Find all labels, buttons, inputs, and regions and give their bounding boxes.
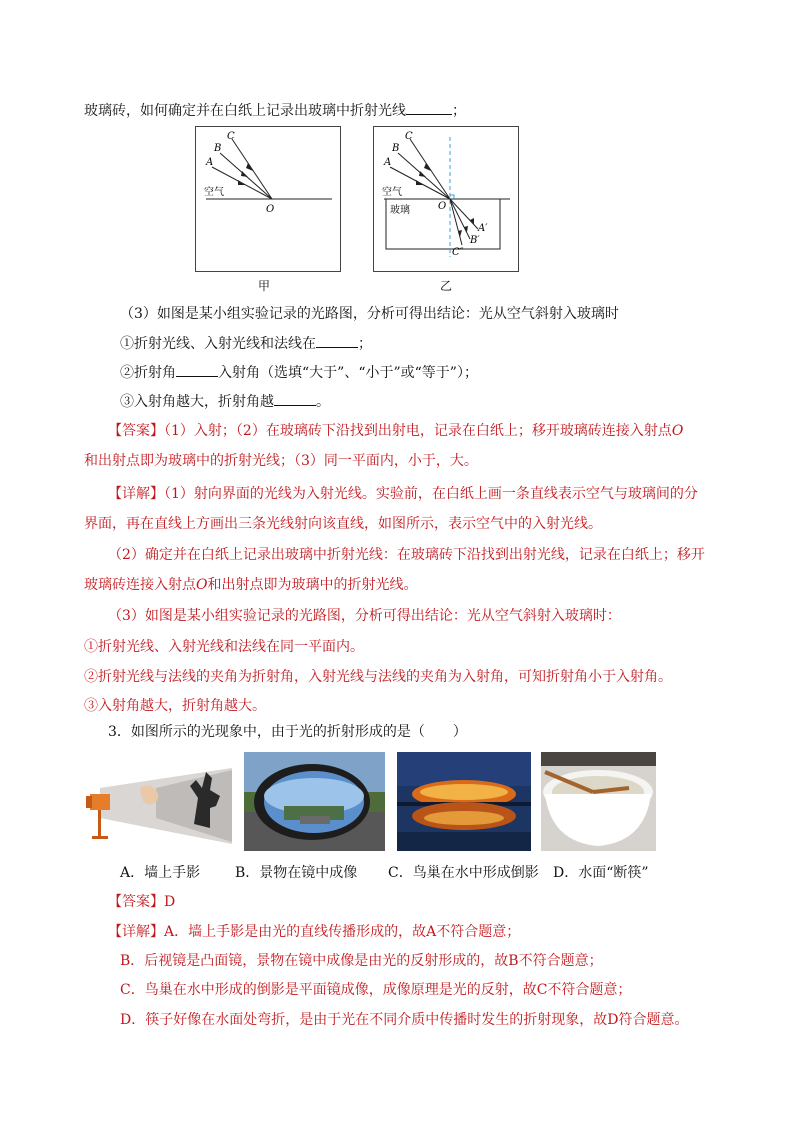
- detail-line-8: ③入射角越大，折射角越大。: [84, 698, 266, 714]
- photo-car-mirror: [244, 752, 385, 851]
- label-c: C: [405, 131, 413, 142]
- detail-text: 玻璃砖连接入射点: [84, 577, 196, 593]
- answer-blank: [316, 333, 358, 348]
- question-3-detail-1: 【详解】A．墙上手影是由光的直线传播形成的，故A不符合题意；: [108, 924, 521, 940]
- answer-blank: [274, 391, 316, 406]
- answer-point-o: O: [671, 423, 684, 439]
- question-3-stem: 3．如图所示的光现象中，由于光的折射形成的是（ ）: [108, 724, 467, 740]
- option-c-letter: C．: [388, 865, 413, 881]
- q3-item1-text: ①折射光线、入射光线和法线在: [120, 336, 316, 352]
- detail-line-7: ②折射光线与法线的夹角为折射角，入射光线与法线的夹角为入射角，可知折射角小于入射角。: [84, 669, 672, 685]
- option-b-letter: B．: [235, 865, 260, 881]
- q3-intro: （3）如图是某小组实验记录的光路图，分析可得出结论：光从空气斜射入玻璃时: [120, 306, 619, 322]
- figure-jia: [195, 126, 341, 272]
- birds-nest-image: [397, 752, 531, 851]
- option-b-text: 景物在镜中成像: [259, 865, 358, 881]
- detail-line-4: [84, 575, 417, 595]
- q3-item3-text: ③入射角越大，折射角越: [120, 394, 274, 410]
- answer-blank: [176, 362, 218, 377]
- label-glass: 玻璃: [390, 205, 410, 216]
- detail-text-rest: 和出射点即为玻璃中的折射光线。: [207, 577, 418, 593]
- figure-jia-caption: 甲: [258, 279, 271, 293]
- option-d-letter: D．: [553, 865, 579, 881]
- figure-yi: [373, 126, 519, 272]
- q3-item3-punct: 。: [316, 394, 330, 410]
- q3-item2-text: ②折射角: [120, 365, 176, 381]
- chopstick-bowl-image: [541, 752, 656, 851]
- question-line-continued: [84, 100, 466, 121]
- label-air: 空气: [204, 187, 224, 198]
- answer-blank: [406, 100, 452, 115]
- question-3-detail-4: D．筷子好像在水面处弯折，是由于光在不同介质中传播时发生的折射现象，故D符合题意。: [120, 1012, 689, 1028]
- option-a-letter: A．: [120, 865, 145, 881]
- option-a[interactable]: [120, 863, 200, 883]
- figure-yi-caption: 乙: [440, 279, 453, 293]
- photo-birds-nest: [397, 752, 531, 851]
- hand-shadow-image: [86, 758, 232, 854]
- detail-line-5: （3）如图是某小组实验记录的光路图，分析可得出结论：光从空气斜射入玻璃时：: [108, 608, 621, 624]
- detail-point-o: O: [196, 577, 208, 593]
- question-3-detail-2: B．后视镜是凸面镜，景物在镜中成像是由光的反射形成的，故B不符合题意；: [120, 953, 603, 969]
- option-d-text: 水面“断筷”: [578, 865, 649, 881]
- option-b[interactable]: [235, 863, 357, 883]
- detail-line-6: ①折射光线、入射光线和法线在同一平面内。: [84, 639, 364, 655]
- question-punct: ；: [452, 103, 466, 119]
- option-d[interactable]: [553, 863, 649, 883]
- label-b: B: [392, 143, 400, 154]
- label-a: A: [384, 157, 392, 168]
- answer-text: 【答案】（1）入射；（2）在玻璃砖下沿找到出射电，记录在白纸上；移开玻璃砖连接入射点: [108, 423, 672, 439]
- q3-item1: [120, 333, 372, 354]
- figure-jia-diagram: [196, 127, 340, 271]
- photo-chopstick-bowl: [541, 752, 656, 851]
- label-a-prime: A′: [478, 223, 488, 234]
- detail-line-2: 界面，再在直线上方画出三条光线射向该直线，如图所示，表示空气中的入射光线。: [84, 516, 602, 532]
- option-c-text: 鸟巢在水中形成倒影: [412, 865, 539, 881]
- question-text: 玻璃砖，如何确定并在白纸上记录出玻璃中折射光线: [84, 103, 406, 119]
- detail-line-1: 【详解】（1）射向界面的光线为入射光线。实验前，在白纸上画一条直线表示空气与玻璃间的分: [108, 486, 698, 502]
- label-o: O: [266, 204, 275, 215]
- car-mirror-image: [244, 752, 385, 851]
- q3-item3: [120, 391, 330, 412]
- answer-line-1: [108, 421, 683, 441]
- label-c-prime: C″: [452, 247, 464, 258]
- question-3-detail-3: C．鸟巢在水中形成的倒影是平面镜成像，成像原理是光的反射，故C不符合题意；: [120, 982, 632, 998]
- figure-yi-diagram: [374, 127, 518, 271]
- detail-line-3: （2）确定并在白纸上记录出玻璃中折射光线：在玻璃砖下沿找到出射光线，记录在白纸上；移开: [108, 547, 705, 563]
- label-b-prime: B′: [470, 235, 480, 246]
- label-a: A: [206, 157, 214, 168]
- q3-item2-rest: 入射角（选填“大于”、“小于”或“等于”）；: [218, 365, 478, 381]
- label-air: 空气: [382, 187, 402, 198]
- question-3-answer: 【答案】D: [108, 894, 176, 910]
- q3-item2: [120, 362, 478, 383]
- answer-line-2: 和出射点即为玻璃中的折射光线；（3）同一平面内，小于，大。: [84, 453, 478, 469]
- option-a-text: 墙上手影: [144, 865, 201, 881]
- label-c: C: [227, 131, 235, 142]
- label-b: B: [214, 143, 222, 154]
- label-o: O: [438, 201, 447, 212]
- q3-item1-punct: ；: [358, 336, 372, 352]
- photo-hand-shadow: [86, 758, 232, 854]
- option-c[interactable]: [388, 863, 539, 883]
